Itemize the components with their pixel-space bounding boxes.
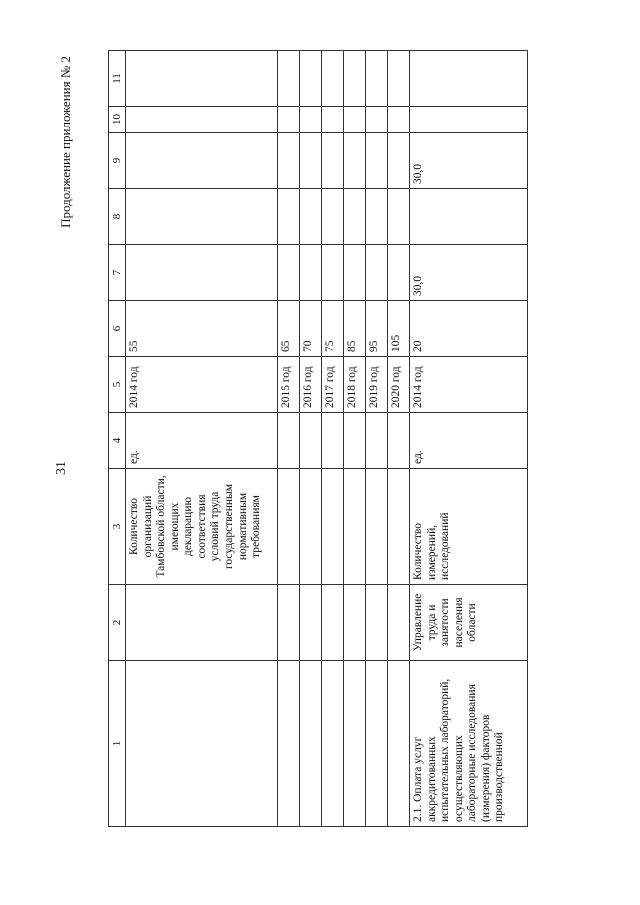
table-cell <box>322 107 344 133</box>
table-row <box>300 51 322 827</box>
table-cell <box>366 189 388 245</box>
table-cell <box>278 133 300 189</box>
indicator-name-cell: Количество измерений, исследований <box>410 469 528 585</box>
table-cell <box>126 107 278 133</box>
year-cell: 2019 год <box>366 357 388 413</box>
table-cell <box>344 51 366 107</box>
table-cell <box>126 51 278 107</box>
indicator-name-cell <box>344 469 366 585</box>
table-cell <box>322 51 344 107</box>
unit-cell <box>278 413 300 469</box>
executor-cell <box>278 585 300 661</box>
column-number: 1 <box>109 661 126 827</box>
unit-cell: ед. <box>126 413 278 469</box>
table-cell <box>322 133 344 189</box>
year-cell: 2017 год <box>322 357 344 413</box>
measure-cell <box>126 661 278 827</box>
executor-cell <box>322 585 344 661</box>
measure-cell <box>344 661 366 827</box>
indicators-table <box>108 50 528 827</box>
executor-cell <box>300 585 322 661</box>
table-cell <box>366 107 388 133</box>
value-cell: 105 <box>388 301 410 357</box>
table-cell <box>344 189 366 245</box>
measure-cell <box>366 661 388 827</box>
measure-cell <box>388 661 410 827</box>
unit-cell <box>322 413 344 469</box>
year-cell: 2018 год <box>344 357 366 413</box>
table-cell <box>344 107 366 133</box>
unit-cell: ед. <box>410 413 528 469</box>
executor-cell: Управление труда и занятости населения области <box>410 585 528 661</box>
table-cell <box>344 245 366 301</box>
table-cell <box>344 133 366 189</box>
year-cell: 2016 год <box>300 357 322 413</box>
table-cell <box>410 107 528 133</box>
table-cell <box>366 245 388 301</box>
column-number: 9 <box>109 133 126 189</box>
value-cell: 20 <box>410 301 528 357</box>
table-cell <box>300 245 322 301</box>
year-cell: 2020 год <box>388 357 410 413</box>
unit-cell <box>300 413 322 469</box>
unit-cell <box>366 413 388 469</box>
unit-cell <box>388 413 410 469</box>
table-cell: 30,0 <box>410 245 528 301</box>
table-cell <box>388 245 410 301</box>
table-cell <box>126 189 278 245</box>
table-cell: 30,0 <box>410 133 528 189</box>
table-cell <box>300 107 322 133</box>
value-cell: 95 <box>366 301 388 357</box>
appendix-continuation-note: Продолжение приложения № 2 <box>58 56 73 228</box>
year-cell: 2014 год <box>410 357 528 413</box>
table-row <box>344 51 366 827</box>
table-cell <box>126 245 278 301</box>
executor-cell <box>344 585 366 661</box>
table-cell <box>278 51 300 107</box>
table-cell <box>366 51 388 107</box>
value-cell: 70 <box>300 301 322 357</box>
column-number: 5 <box>109 357 126 413</box>
unit-cell <box>344 413 366 469</box>
table-row <box>388 51 410 827</box>
column-number: 6 <box>109 301 126 357</box>
table-cell <box>388 189 410 245</box>
table-row <box>410 51 528 827</box>
column-number: 10 <box>109 107 126 133</box>
year-cell: 2014 год <box>126 357 278 413</box>
table-cell <box>322 189 344 245</box>
year-cell: 2015 год <box>278 357 300 413</box>
table-cell <box>278 245 300 301</box>
indicator-name-cell <box>322 469 344 585</box>
table-row <box>366 51 388 827</box>
table-cell <box>388 133 410 189</box>
table-cell <box>366 133 388 189</box>
indicator-name-cell <box>366 469 388 585</box>
column-number: 11 <box>109 51 126 107</box>
column-number: 2 <box>109 585 126 661</box>
table-cell <box>322 245 344 301</box>
table-cell <box>278 189 300 245</box>
table-cell <box>300 133 322 189</box>
column-number: 3 <box>109 469 126 585</box>
indicator-name-cell <box>300 469 322 585</box>
table-cell <box>388 51 410 107</box>
executor-cell <box>366 585 388 661</box>
table-cell <box>410 51 528 107</box>
value-cell: 55 <box>126 301 278 357</box>
table-row <box>278 51 300 827</box>
measure-cell: 2.1. Оплата услуг аккредитованных испытательных лабораторий, осуществляющих лабораторные исследования (измерения) факторов производственной <box>410 661 528 827</box>
executor-cell <box>388 585 410 661</box>
column-number: 8 <box>109 189 126 245</box>
table-cell <box>126 133 278 189</box>
executor-cell <box>126 585 278 661</box>
indicator-name-cell: Количество организаций Тамбовской области, имеющих декларацию соответствия условий труда государственным нормативным требованиям <box>126 469 278 585</box>
page-number: 31 <box>54 461 69 475</box>
table-cell <box>388 107 410 133</box>
measure-cell <box>300 661 322 827</box>
indicator-name-cell <box>388 469 410 585</box>
value-cell: 65 <box>278 301 300 357</box>
indicator-name-cell <box>278 469 300 585</box>
table-cell <box>300 189 322 245</box>
table-cell <box>410 189 528 245</box>
table-row <box>126 51 278 827</box>
table-row <box>322 51 344 827</box>
measure-cell <box>322 661 344 827</box>
column-number: 7 <box>109 245 126 301</box>
measure-cell <box>278 661 300 827</box>
value-cell: 85 <box>344 301 366 357</box>
table-cell <box>278 107 300 133</box>
table-cell <box>300 51 322 107</box>
column-number: 4 <box>109 413 126 469</box>
column-number-row <box>109 51 126 827</box>
value-cell: 75 <box>322 301 344 357</box>
